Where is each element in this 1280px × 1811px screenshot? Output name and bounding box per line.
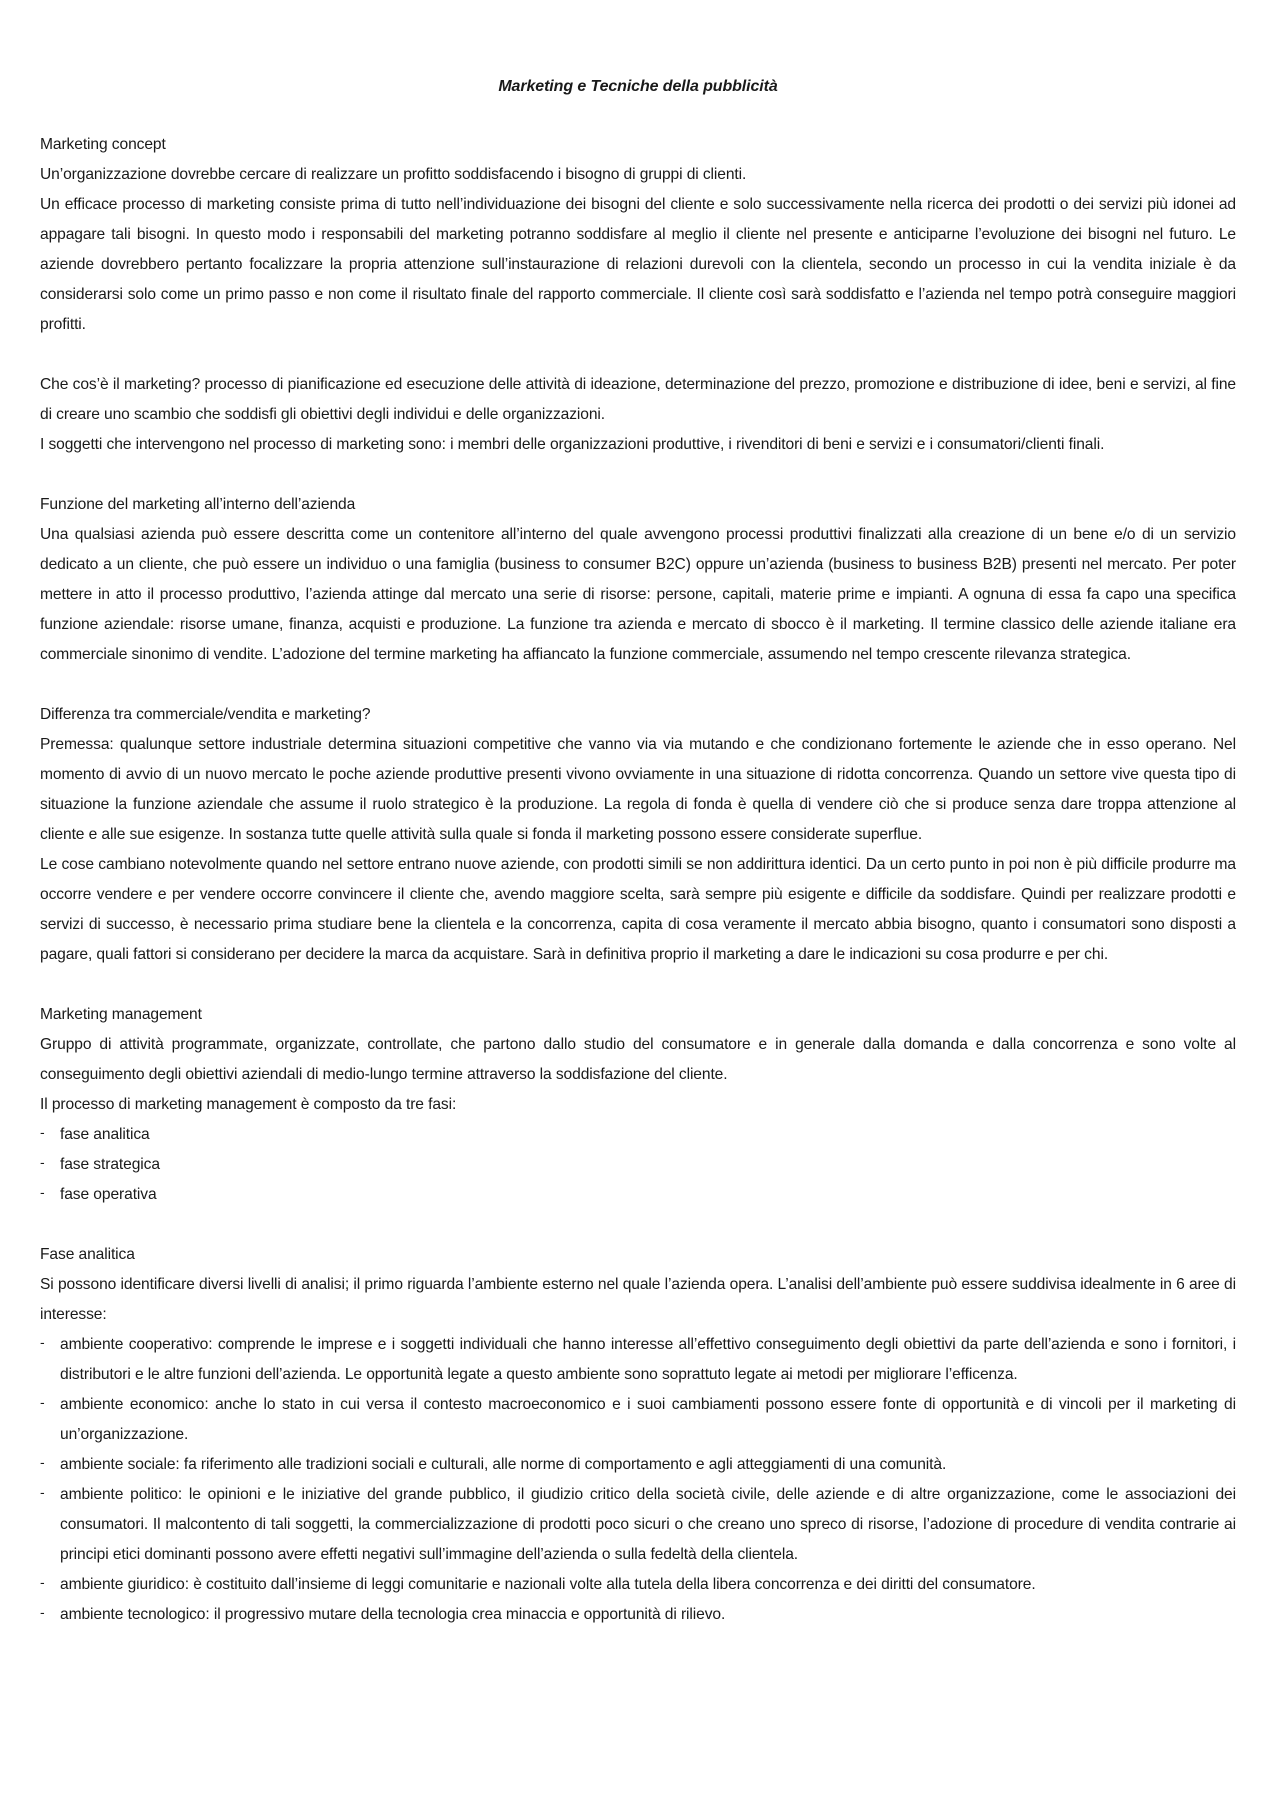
list-item: - ambiente tecnologico: il progressivo mutare della tecnologia crea minaccia e opportunità di rilievo. [40,1600,1236,1630]
section-marketing-management [40,1000,1236,1210]
paragraph: Una qualsiasi azienda può essere descritta come un contenitore all’interno del quale avvengono processi produttivi finalizzati alla creazione di un bene e/o di un servizio dedicato a un cliente, che può essere un individuo o una famiglia (business to consumer B2C) oppure un’azienda (business to business B2B) presenti nel mercato. Per poter mettere in atto il processo produttivo, l’azienda attinge dal mercato una serie di risorse: persone, capitali, materie prime e impianti. A ognuna di essa fa capo una specifica funzione aziendale: risorse umane, finanza, acquisti e produzione. La funzione tra azienda e mercato di sbocco è il marketing. Il termine classico delle aziende italiane era commerciale sinonimo di vendite. L’adozione del termine marketing ha affiancato la funzione commerciale, assumendo nel tempo crescente rilevanza strategica. [40,526,1236,663]
section-heading: Differenza tra commerciale/vendita e marketing? [40,706,371,723]
section-heading: Fase analitica [40,1246,135,1263]
section-heading: Funzione del marketing all’interno dell’azienda [40,496,356,513]
section-funzione-marketing [40,490,1236,670]
paragraph: Si possono identificare diversi livelli di analisi; il primo riguarda l’ambiente esterno nel quale l’azienda opera. L’analisi dell’ambiente può essere suddivisa idealmente in 6 aree di interesse: [40,1276,1236,1323]
paragraph: Un’organizzazione dovrebbe cercare di realizzare un profitto soddisfacendo i bisogno di gruppi di clienti. [40,166,747,183]
list-item: - fase operativa [40,1180,1236,1210]
paragraph: Premessa: qualunque settore industriale determina situazioni competitive che vanno via via mutando e che condizionano fortemente le aziende che in esso operano. Nel momento di avvio di un nuovo mercato le poche aziende produttive presenti vivono ovviamente in una situazione di ridotta concorrenza. Quando un settore vive questa tipo di situazione la funzione aziendale che assume il ruolo strategico è la produzione. La regola di fonda è quella di vendere ciò che si produce senza dare troppa attenzione al cliente e alle sue esigenze. In sostanza tutte quelle attività sulla quale si fonda il marketing possono essere considerate superflue. [40,736,1236,843]
list-item: - fase strategica [40,1150,1236,1180]
list-item: - ambiente economico: anche lo stato in cui versa il contesto macroeconomico e i suoi cambiamenti possono essere fonte di opportunità e di vincoli per il marketing di un’organizzazione. [40,1390,1236,1450]
section-marketing-concept [40,130,1236,340]
list-item: - ambiente cooperativo: comprende le imprese e i soggetti individuali che hanno interesse all’effettivo conseguimento degli obiettivi da parte dell’azienda e sono i fornitori, i distributori e le altre funzioni dell’azienda. Le opportunità legate a questo ambiente sono soprattuto legate ai metodi per migliorare l’efficenza. [40,1330,1236,1390]
section-definition [40,370,1236,460]
paragraph: I soggetti che intervengono nel processo di marketing sono: i membri delle organizzazioni produttive, i rivenditori di beni e servizi e i consumatori/clienti finali. [40,436,1105,453]
list-item: - ambiente sociale: fa riferimento alle tradizioni sociali e culturali, alle norme di comportamento e agli atteggiamenti di una comunità. [40,1450,1236,1480]
paragraph: Gruppo di attività programmate, organizzate, controllate, che partono dallo studio del consumatore e in generale dalla domanda e dalla concorrenza e sono volte al conseguimento degli obiettivi aziendali di medio-lungo termine attraverso la soddisfazione del cliente. [40,1036,1236,1083]
environment-list [40,1330,1236,1630]
section-heading: Marketing management [40,1006,202,1023]
list-item: - ambiente giuridico: è costituito dall’insieme di leggi comunitarie e nazionali volte alla tutela della libera concorrenza e dei diritti del consumatore. [40,1570,1236,1600]
document-title: Marketing e Tecniche della pubblicità [498,78,778,95]
paragraph: Il processo di marketing management è composto da tre fasi: [40,1096,457,1113]
section-differenza [40,700,1236,970]
section-heading: Marketing concept [40,136,166,153]
paragraph: Le cose cambiano notevolmente quando nel settore entrano nuove aziende, con prodotti simili se non addirittura identici. Da un certo punto in poi non è più difficile produrre ma occorre vendere e per vendere occorre convincere il cliente che, avendo maggiore scelta, sarà sempre più esigente e difficile da soddisfare. Quindi per realizzare prodotti e servizi di successo, è necessario prima studiare bene la clientela e la concorrenza, capita di cosa veramente il mercato abbia bisogno, quanto i consumatori sono disposti a pagare, quali fattori si considerano per decidere la marca da acquistare. Sarà in definitiva proprio il marketing a dare le indicazioni su cosa produrre e per chi. [40,856,1236,963]
phases-list [40,1120,1236,1210]
section-fase-analitica [40,1240,1236,1630]
list-item: - ambiente politico: le opinioni e le iniziative del grande pubblico, il giudizio critico della società civile, delle aziende e di altre organizzazione, come le associazioni dei consumatori. Il malcontento di tali soggetti, la commercializzazione di prodotti poco sicuri o che creano uno spreco di risorse, l’adozione di procedure di vendita contrarie ai principi etici dominanti possono avere effetti negativi sull’immagine dell’azienda o sulla fedeltà della clientela. [40,1480,1236,1570]
paragraph: Un efficace processo di marketing consiste prima di tutto nell’individuazione dei bisogni del cliente e solo successivamente nella ricerca dei prodotti o dei servizi più idonei ad appagare tali bisogni. In questo modo i responsabili del marketing potranno soddisfare al meglio il cliente nel presente e anticiparne l’evoluzione dei bisogni nel futuro. Le aziende dovrebbero pertanto focalizzare la propria attenzione sull’instaurazione di relazioni durevoli con la clientela, secondo un processo in cui la vendita iniziale è da considerarsi solo come un primo passo e non come il risultato finale del rapporto commerciale. Il cliente così sarà soddisfatto e l’azienda nel tempo potrà conseguire maggiori profitti. [40,196,1236,333]
list-item: - fase analitica [40,1120,1236,1150]
paragraph: Che cos’è il marketing? processo di pianificazione ed esecuzione delle attività di ideazione, determinazione del prezzo, promozione e distribuzione di idee, beni e servizi, al fine di creare uno scambio che soddisfi gli obiettivi degli individui e delle organizzazioni. [40,376,1236,423]
